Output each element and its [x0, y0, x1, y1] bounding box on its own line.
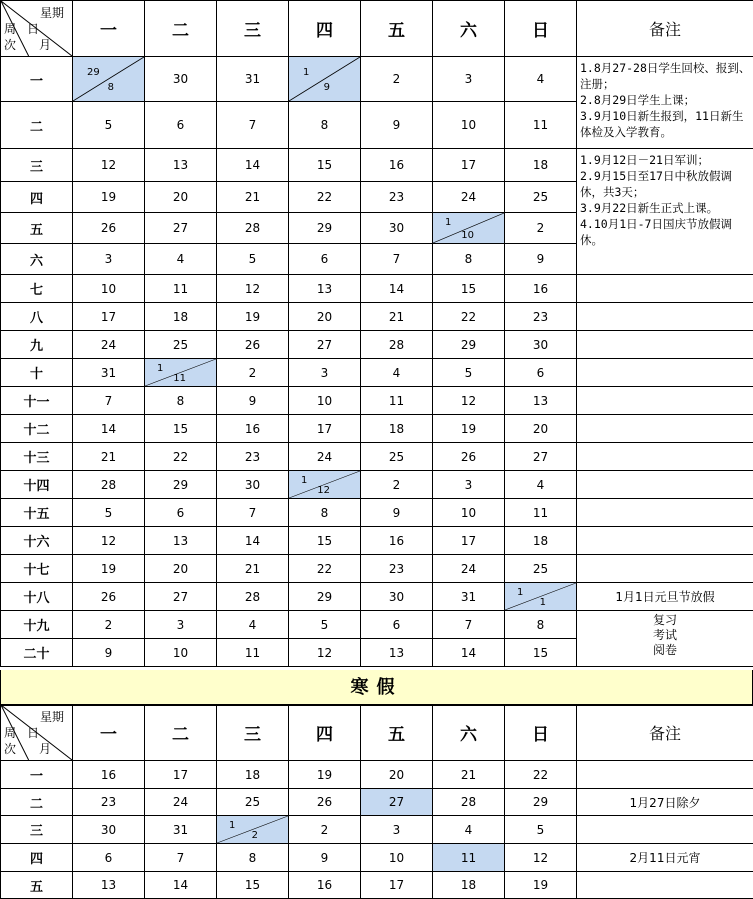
date-cell: 9: [361, 102, 433, 149]
date-cell: 3: [73, 244, 145, 275]
date-cell: 18: [361, 415, 433, 443]
date-cell: 16: [361, 527, 433, 555]
date-cell: 27: [145, 213, 217, 244]
date-cell: 31: [73, 359, 145, 387]
day-header: 日: [505, 705, 577, 761]
date-cell: 24: [289, 443, 361, 471]
corner-top: 星期: [39, 6, 64, 20]
date-cell: 13: [145, 149, 217, 182]
date-cell: 6: [505, 359, 577, 387]
corner-month: 月: [39, 38, 52, 52]
week-number: 九: [1, 331, 73, 359]
date-cell: 11: [217, 639, 289, 667]
date-cell: 28: [217, 583, 289, 611]
date-cell: 16: [289, 872, 361, 899]
day-header: 三: [217, 705, 289, 761]
date-cell: 21: [217, 555, 289, 583]
date-cell: 4: [505, 471, 577, 499]
date-cell: 28: [361, 331, 433, 359]
note-empty: [577, 387, 753, 415]
corner-mid: 日: [27, 22, 40, 36]
corner-mid: 日: [27, 726, 40, 740]
date-cell: 17: [433, 149, 505, 182]
date-cell: 4: [145, 244, 217, 275]
note-empty: [577, 761, 753, 789]
date-cell: 4: [217, 611, 289, 639]
date-cell: 11: [361, 387, 433, 415]
week-number: 十一: [1, 387, 73, 415]
date-cell: 1 2: [217, 816, 289, 844]
date-cell: 14: [73, 415, 145, 443]
date-cell: 1 9: [289, 57, 361, 102]
date-cell: 19: [217, 303, 289, 331]
note-empty: [577, 872, 753, 899]
date-cell: 26: [217, 331, 289, 359]
date-cell: 30: [505, 331, 577, 359]
date-cell: 24: [73, 331, 145, 359]
date-cell: 7: [361, 244, 433, 275]
date-cell: 14: [217, 149, 289, 182]
note-lantern-festival: 2月11日元宵: [577, 844, 753, 872]
date-cell: 17: [73, 303, 145, 331]
date-cell: 28: [433, 789, 505, 816]
date-cell: 5: [73, 102, 145, 149]
date-cell: 10: [145, 639, 217, 667]
week-number: 七: [1, 275, 73, 303]
date-cell: 19: [73, 182, 145, 213]
date-cell: 21: [361, 303, 433, 331]
date-cell: 5: [217, 244, 289, 275]
date-cell: 13: [145, 527, 217, 555]
date-cell: 7: [217, 499, 289, 527]
date-cell: 22: [505, 761, 577, 789]
date-cell: 14: [217, 527, 289, 555]
date-cell: 23: [217, 443, 289, 471]
date-cell: 17: [145, 761, 217, 789]
note-empty: [577, 816, 753, 844]
note-empty: [577, 303, 753, 331]
date-cell: 20: [505, 415, 577, 443]
date-cell: 10: [361, 844, 433, 872]
date-cell: 24: [433, 182, 505, 213]
date-cell: 26: [73, 583, 145, 611]
date-cell: 30: [217, 471, 289, 499]
date-cell: 3: [145, 611, 217, 639]
day-header: 二: [145, 705, 217, 761]
date-cell: 12: [73, 149, 145, 182]
date-cell: 15: [289, 149, 361, 182]
date-cell: 18: [505, 527, 577, 555]
week-number: 十九: [1, 611, 73, 639]
date-cell: 2: [289, 816, 361, 844]
date-cell: 13: [289, 275, 361, 303]
date-cell: 4: [361, 359, 433, 387]
date-cell: 10: [433, 499, 505, 527]
date-cell: 5: [433, 359, 505, 387]
date-cell: 11: [145, 275, 217, 303]
week-number: 十五: [1, 499, 73, 527]
week-number: 八: [1, 303, 73, 331]
week-number: 四: [1, 182, 73, 213]
date-cell: 5: [73, 499, 145, 527]
date-cell: 11: [433, 844, 505, 872]
date-cell: 12: [289, 639, 361, 667]
date-cell: 14: [361, 275, 433, 303]
week-number: 六: [1, 244, 73, 275]
note-header: 备注: [577, 705, 753, 761]
week-number: 三: [1, 149, 73, 182]
note-new-years-eve: 1月27日除夕: [577, 789, 753, 816]
note-header: 备注: [577, 1, 753, 57]
date-cell: 26: [73, 213, 145, 244]
week-number: 十三: [1, 443, 73, 471]
date-cell: 30: [361, 583, 433, 611]
date-cell: 30: [361, 213, 433, 244]
week-number: 十七: [1, 555, 73, 583]
date-cell: 30: [145, 57, 217, 102]
date-cell: 6: [145, 102, 217, 149]
date-cell: 24: [145, 789, 217, 816]
date-cell: 31: [145, 816, 217, 844]
date-cell: 20: [289, 303, 361, 331]
corner-ci: 次: [4, 38, 17, 52]
date-cell: 25: [505, 555, 577, 583]
note-military-training: 1.9月12日－21日军训； 2.9月15日至17日中秋放假调休，共3天； 3.9月22日新生正式上课。 4.10月1日-7日国庆节放假调休。: [577, 149, 753, 275]
day-header: 六: [433, 705, 505, 761]
date-cell: 14: [145, 872, 217, 899]
header-corner: [1, 705, 73, 761]
date-cell: 4: [433, 816, 505, 844]
day-header: 四: [289, 705, 361, 761]
date-cell: 30: [73, 816, 145, 844]
date-cell: 2: [505, 213, 577, 244]
note-empty: [577, 275, 753, 303]
winter-table: [0, 704, 753, 899]
note-new-year: 1月1日元旦节放假: [577, 583, 753, 611]
day-header: 五: [361, 705, 433, 761]
week-number: 十六: [1, 527, 73, 555]
date-cell: 2: [217, 359, 289, 387]
note-empty: [577, 415, 753, 443]
date-cell: 25: [361, 443, 433, 471]
date-cell: 9: [361, 499, 433, 527]
date-cell: 7: [217, 102, 289, 149]
day-header: 四: [289, 1, 361, 57]
date-cell: 15: [505, 639, 577, 667]
date-cell: 12: [217, 275, 289, 303]
date-cell: 27: [145, 583, 217, 611]
week-number: 一: [1, 761, 73, 789]
date-cell: 18: [145, 303, 217, 331]
date-cell: 29: [145, 471, 217, 499]
date-cell: 7: [145, 844, 217, 872]
date-cell: 19: [505, 872, 577, 899]
date-cell: 20: [145, 182, 217, 213]
date-cell: 8: [433, 244, 505, 275]
week-number: 四: [1, 844, 73, 872]
date-cell: 20: [361, 761, 433, 789]
date-cell: 21: [73, 443, 145, 471]
date-cell: 18: [433, 872, 505, 899]
date-cell: 25: [217, 789, 289, 816]
date-cell: 16: [217, 415, 289, 443]
note-empty: [577, 359, 753, 387]
date-cell: 15: [217, 872, 289, 899]
date-cell: 29 8: [73, 57, 145, 102]
date-cell: 23: [361, 182, 433, 213]
date-cell: 12: [73, 527, 145, 555]
date-cell: 10: [289, 387, 361, 415]
date-cell: 15: [433, 275, 505, 303]
date-cell: 17: [289, 415, 361, 443]
date-cell: 1 10: [433, 213, 505, 244]
date-cell: 18: [505, 149, 577, 182]
date-cell: 3: [433, 57, 505, 102]
date-cell: 31: [433, 583, 505, 611]
day-header: 一: [73, 705, 145, 761]
date-cell: 2: [73, 611, 145, 639]
date-cell: 9: [289, 844, 361, 872]
week-number: 二: [1, 789, 73, 816]
date-cell: 11: [505, 102, 577, 149]
date-cell: 27: [361, 789, 433, 816]
date-cell: 8: [217, 844, 289, 872]
date-cell: 15: [289, 527, 361, 555]
date-cell: 13: [361, 639, 433, 667]
date-cell: 1 1: [505, 583, 577, 611]
date-cell: 12: [505, 844, 577, 872]
date-cell: 27: [289, 331, 361, 359]
date-cell: 16: [505, 275, 577, 303]
date-cell: 6: [289, 244, 361, 275]
week-number: 三: [1, 816, 73, 844]
date-cell: 27: [505, 443, 577, 471]
date-cell: 29: [505, 789, 577, 816]
date-cell: 25: [145, 331, 217, 359]
corner-week: 周: [4, 22, 17, 36]
date-cell: 22: [289, 182, 361, 213]
day-header: 日: [505, 1, 577, 57]
date-cell: 13: [73, 872, 145, 899]
date-cell: 22: [145, 443, 217, 471]
date-cell: 28: [217, 213, 289, 244]
date-cell: 22: [289, 555, 361, 583]
date-cell: 23: [73, 789, 145, 816]
date-cell: 11: [505, 499, 577, 527]
date-cell: 29: [433, 331, 505, 359]
note-empty: [577, 527, 753, 555]
date-cell: 10: [433, 102, 505, 149]
date-cell: 13: [505, 387, 577, 415]
date-cell: 17: [361, 872, 433, 899]
week-number: 十二: [1, 415, 73, 443]
date-cell: 28: [73, 471, 145, 499]
day-header: 三: [217, 1, 289, 57]
date-cell: 6: [73, 844, 145, 872]
date-cell: 3: [361, 816, 433, 844]
date-cell: 16: [361, 149, 433, 182]
date-cell: 23: [505, 303, 577, 331]
date-cell: 3: [289, 359, 361, 387]
winter-break-banner: 寒假: [0, 670, 753, 706]
date-cell: 21: [433, 761, 505, 789]
date-cell: 9: [505, 244, 577, 275]
date-cell: 12: [433, 387, 505, 415]
week-number: 十四: [1, 471, 73, 499]
date-cell: 26: [433, 443, 505, 471]
week-number: 五: [1, 213, 73, 244]
week-number: 五: [1, 872, 73, 899]
date-cell: 25: [505, 182, 577, 213]
date-cell: 4: [505, 57, 577, 102]
date-cell: 29: [289, 583, 361, 611]
date-cell: 18: [217, 761, 289, 789]
day-header: 二: [145, 1, 217, 57]
date-cell: 19: [289, 761, 361, 789]
date-cell: 5: [289, 611, 361, 639]
date-cell: 5: [505, 816, 577, 844]
note-empty: [577, 331, 753, 359]
date-cell: 22: [433, 303, 505, 331]
header-corner: [1, 1, 73, 57]
note-opening: 1.8月27-28日学生回校、报到、注册； 2.8月29日学生上课； 3.9月10日新生报到，11日新生体检及入学教育。: [577, 57, 753, 149]
date-cell: 19: [73, 555, 145, 583]
corner-top: 星期: [39, 710, 64, 724]
week-number: 十: [1, 359, 73, 387]
date-cell: 8: [289, 102, 361, 149]
week-number: 二十: [1, 639, 73, 667]
date-cell: 9: [217, 387, 289, 415]
date-cell: 7: [433, 611, 505, 639]
date-cell: 16: [73, 761, 145, 789]
day-header: 五: [361, 1, 433, 57]
day-header: 六: [433, 1, 505, 57]
date-cell: 17: [433, 527, 505, 555]
date-cell: 14: [433, 639, 505, 667]
note-empty: [577, 471, 753, 499]
date-cell: 20: [145, 555, 217, 583]
corner-month: 月: [39, 742, 52, 756]
date-cell: 6: [145, 499, 217, 527]
date-cell: 9: [73, 639, 145, 667]
date-cell: 23: [361, 555, 433, 583]
date-cell: 15: [145, 415, 217, 443]
date-cell: 19: [433, 415, 505, 443]
date-cell: 21: [217, 182, 289, 213]
corner-ci: 次: [4, 742, 17, 756]
date-cell: 1 12: [289, 471, 361, 499]
corner-week: 周: [4, 726, 17, 740]
note-empty: [577, 555, 753, 583]
date-cell: 2: [361, 57, 433, 102]
date-cell: 8: [289, 499, 361, 527]
week-number: 二: [1, 102, 73, 149]
date-cell: 8: [145, 387, 217, 415]
date-cell: 2: [361, 471, 433, 499]
date-cell: 7: [73, 387, 145, 415]
note-empty: [577, 443, 753, 471]
date-cell: 3: [433, 471, 505, 499]
date-cell: 31: [217, 57, 289, 102]
date-cell: 8: [505, 611, 577, 639]
date-cell: 6: [361, 611, 433, 639]
date-cell: 1 11: [145, 359, 217, 387]
date-cell: 26: [289, 789, 361, 816]
note-exams: 复习 考试 阅卷: [577, 611, 753, 667]
week-number: 一: [1, 57, 73, 102]
note-empty: [577, 499, 753, 527]
date-cell: 24: [433, 555, 505, 583]
day-header: 一: [73, 1, 145, 57]
week-number: 十八: [1, 583, 73, 611]
date-cell: 29: [289, 213, 361, 244]
date-cell: 10: [73, 275, 145, 303]
